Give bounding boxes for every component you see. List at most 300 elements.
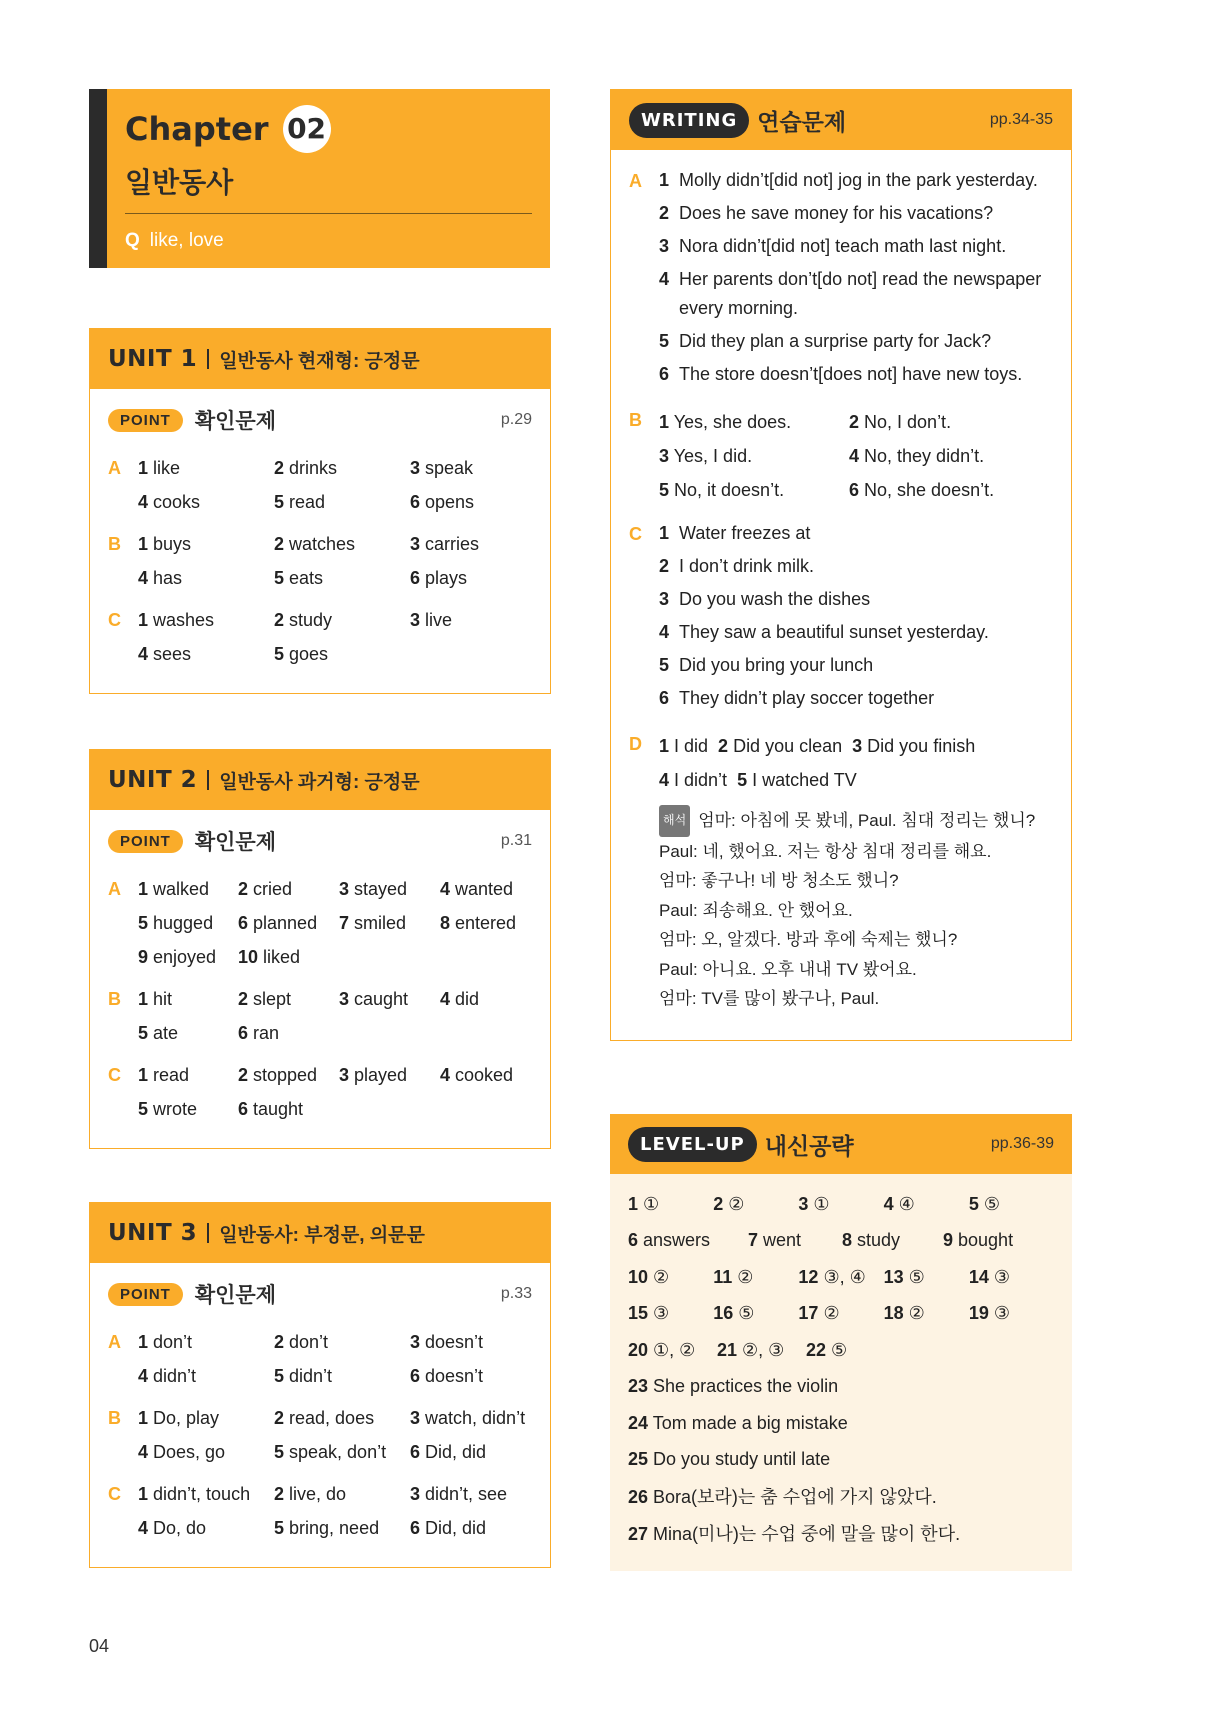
group-letter: B xyxy=(108,1408,121,1428)
writing-item xyxy=(659,684,1053,713)
item-number: 1 xyxy=(659,170,670,190)
chapter-label: Chapter xyxy=(125,110,269,148)
levelup-item: 17 ② xyxy=(798,1303,840,1324)
item-number: 6 xyxy=(628,1230,639,1251)
writing-item xyxy=(659,199,1053,228)
answer-item: 3 carries xyxy=(410,534,480,554)
item-text: Do you wash the dishes xyxy=(679,589,871,609)
item-number: 7 xyxy=(339,913,350,933)
point-title: 확인문제 xyxy=(194,1284,276,1307)
answer-item: 2 drinks xyxy=(274,458,338,478)
levelup-pages: pp.36-39 xyxy=(990,1135,1054,1152)
levelup-row xyxy=(628,1296,1054,1333)
levelup-item: 6 answers xyxy=(628,1230,711,1251)
unit-separator xyxy=(207,1223,209,1243)
item-number: 23 xyxy=(628,1376,649,1397)
item-number: 8 xyxy=(842,1230,853,1251)
item-text: Her parents don’t[do not] read the newspaper every morning. xyxy=(679,269,1042,318)
answer-item: 1 Do, play xyxy=(138,1408,220,1428)
answer-group xyxy=(108,1477,532,1545)
writing-item xyxy=(659,360,1053,389)
levelup-item: 21 ②, ③ xyxy=(717,1339,785,1360)
writing-item xyxy=(659,265,1053,323)
answer-item: 1 don’t xyxy=(138,1332,193,1352)
answer-item: 5 read xyxy=(274,492,326,512)
answer-group xyxy=(108,603,532,671)
answer-item: 10 liked xyxy=(238,947,301,967)
levelup-section xyxy=(610,1114,1072,1571)
point-row xyxy=(108,810,532,872)
unit-separator xyxy=(207,770,209,790)
writing-item: 3 Did you finish xyxy=(852,736,976,756)
item-number: 3 xyxy=(852,736,863,756)
writing-grid xyxy=(659,405,1053,507)
answer-item: 4 sees xyxy=(138,644,192,664)
writing-row xyxy=(659,763,1053,797)
unit-body xyxy=(90,389,550,693)
levelup-item: 1 ① xyxy=(628,1193,660,1214)
item-number: 4 xyxy=(883,1193,894,1214)
levelup-item: 16 ⑤ xyxy=(713,1303,755,1324)
point-row xyxy=(108,1263,532,1325)
answer-grid xyxy=(138,1325,532,1393)
answer-item: 3 watch, didn’t xyxy=(410,1408,526,1428)
item-number: 22 xyxy=(806,1339,827,1360)
item-number: 6 xyxy=(238,1099,249,1119)
item-number: 6 xyxy=(410,1518,421,1538)
answer-item: 3 played xyxy=(339,1065,408,1085)
answer-item: 4 has xyxy=(138,568,183,588)
answer-item: 5 bring, need xyxy=(274,1518,380,1538)
item-number: 3 xyxy=(798,1193,809,1214)
item-number: 2 xyxy=(274,1484,285,1504)
item-number: 4 xyxy=(138,1442,149,1462)
item-number: 15 xyxy=(628,1303,649,1324)
levelup-item: 11 ② xyxy=(713,1266,754,1287)
item-number: 5 xyxy=(737,770,748,790)
levelup-item: 8 study xyxy=(842,1230,901,1251)
item-number: 4 xyxy=(849,446,860,466)
point-pill: POINT xyxy=(108,409,183,432)
item-text: Molly didn’t[did not] jog in the park yesterday. xyxy=(679,170,1038,190)
answer-grid xyxy=(138,872,532,974)
item-number: 3 xyxy=(410,1408,421,1428)
item-number: 10 xyxy=(238,947,259,967)
chapter-question xyxy=(125,230,224,252)
point-page: p.31 xyxy=(500,832,532,849)
item-number: 25 xyxy=(628,1449,649,1470)
chapter-subtitle: 일반동사 xyxy=(125,167,234,198)
group-letter: D xyxy=(629,734,642,754)
item-number: 3 xyxy=(410,534,421,554)
unit-separator xyxy=(207,349,209,369)
levelup-item: 7 went xyxy=(748,1230,802,1251)
levelup-item: 9 bought xyxy=(943,1230,1014,1251)
item-number: 2 xyxy=(659,556,670,576)
unit-tag: UNIT 3 xyxy=(108,1220,198,1246)
levelup-item: 15 ③ xyxy=(628,1303,670,1324)
unit-1-card xyxy=(89,328,551,694)
item-number: 3 xyxy=(659,446,670,466)
question-text: like, love xyxy=(149,230,224,251)
answer-item: 2 live, do xyxy=(274,1484,347,1504)
item-text: The store doesn’t[does not] have new toys. xyxy=(679,364,1023,384)
answer-item: 4 cooked xyxy=(440,1065,514,1085)
translation-line: Paul: 죄송해요. 안 했어요. xyxy=(659,900,853,920)
translation-line: 엄마: 좋구나! 네 방 청소도 했니? xyxy=(659,871,899,890)
answer-item: 2 don’t xyxy=(274,1332,329,1352)
answer-grid xyxy=(138,1401,532,1469)
writing-item: 3 Yes, I did. xyxy=(659,446,753,466)
item-text: Did they plan a surprise party for Jack? xyxy=(679,331,992,351)
item-number: 3 xyxy=(659,589,670,609)
answer-item: 4 wanted xyxy=(440,879,514,899)
answer-item: 6 doesn’t xyxy=(410,1366,484,1386)
answer-item: 5 didn’t xyxy=(274,1366,333,1386)
translation-line: Paul: 네, 했어요. 저는 항상 침대 정리를 해요. xyxy=(659,841,992,861)
writing-item xyxy=(659,166,1053,195)
item-number: 8 xyxy=(440,913,451,933)
writing-item: 4 I didn’t xyxy=(659,770,728,790)
item-number: 7 xyxy=(748,1230,759,1251)
item-text: Does he save money for his vacations? xyxy=(679,203,994,223)
answer-item: 5 eats xyxy=(274,568,324,588)
answer-item: 5 wrote xyxy=(138,1099,198,1119)
item-number: 11 xyxy=(713,1266,733,1287)
item-number: 2 xyxy=(274,610,285,630)
group-letter: C xyxy=(629,524,642,544)
answer-item: 8 entered xyxy=(440,913,517,933)
answer-item: 5 speak, don’t xyxy=(274,1442,387,1462)
item-text: Nora didn’t[did not] teach math last night. xyxy=(679,236,1007,256)
writing-item xyxy=(659,519,1053,548)
writing-item: 5 No, it doesn’t. xyxy=(659,480,785,500)
point-page: p.29 xyxy=(500,411,532,428)
levelup-item: 13 ⑤ xyxy=(883,1266,925,1287)
group-letter: A xyxy=(629,171,642,191)
answer-item: 3 live xyxy=(410,610,453,630)
item-number: 4 xyxy=(138,1366,149,1386)
item-number: 1 xyxy=(138,458,149,478)
item-number: 12 xyxy=(798,1266,819,1287)
item-number: 5 xyxy=(274,644,285,664)
answer-item: 6 taught xyxy=(238,1099,304,1119)
writing-item xyxy=(659,651,1053,680)
item-text: Did you bring your lunch xyxy=(679,655,874,675)
item-number: 3 xyxy=(410,610,421,630)
item-number: 1 xyxy=(138,1408,149,1428)
item-number: 5 xyxy=(274,1366,285,1386)
group-letter: B xyxy=(629,410,642,430)
item-number: 10 xyxy=(628,1266,649,1287)
answer-item: 1 read xyxy=(138,1065,190,1085)
translation-line: Paul: 아니요. 오후 내내 TV 봤어요. xyxy=(659,959,917,979)
levelup-row xyxy=(628,1223,1054,1260)
answer-item: 1 didn’t, touch xyxy=(138,1484,251,1504)
item-number: 6 xyxy=(410,1366,421,1386)
unit-header xyxy=(90,750,550,810)
writing-item: 2 Did you clean xyxy=(718,736,843,756)
translation-line: 해석 엄마: 아침에 못 봤네, Paul. 침대 정리는 했니? xyxy=(659,805,1053,837)
item-number: 19 xyxy=(968,1303,989,1324)
unit-3-card xyxy=(89,1202,551,1568)
writing-header xyxy=(611,90,1071,150)
group-letter: C xyxy=(108,610,121,630)
writing-item xyxy=(659,618,1053,647)
item-number: 4 xyxy=(659,622,670,642)
item-number: 6 xyxy=(410,1442,421,1462)
item-number: 1 xyxy=(138,989,149,1009)
item-number: 3 xyxy=(410,1332,421,1352)
levelup-item: 27 Mina(미나)는 수업 중에 말을 많이 한다. xyxy=(628,1523,961,1544)
levelup-item: 10 ② xyxy=(628,1266,670,1287)
levelup-item: 22 ⑤ xyxy=(806,1339,848,1360)
answer-item: 2 watches xyxy=(274,534,356,554)
item-number: 6 xyxy=(849,480,860,500)
levelup-item: 5 ⑤ xyxy=(968,1193,1000,1214)
item-number: 5 xyxy=(659,480,670,500)
answer-item: 2 study xyxy=(274,610,333,630)
point-title: 확인문제 xyxy=(194,831,276,854)
answer-item: 4 Does, go xyxy=(138,1442,226,1462)
item-number: 5 xyxy=(274,568,285,588)
unit-2-card xyxy=(89,749,551,1149)
levelup-row xyxy=(628,1442,1054,1479)
levelup-body xyxy=(610,1174,1072,1571)
item-number: 1 xyxy=(138,610,149,630)
answer-item: 9 enjoyed xyxy=(138,947,217,967)
question-label: Q xyxy=(125,230,140,251)
item-number: 3 xyxy=(410,1484,421,1504)
writing-group xyxy=(629,519,1053,717)
answer-item: 5 goes xyxy=(274,644,329,664)
item-number: 13 xyxy=(883,1266,904,1287)
unit-tag: UNIT 1 xyxy=(108,346,198,372)
group-letter: A xyxy=(108,1332,121,1352)
answer-grid xyxy=(138,1477,532,1545)
item-number: 17 xyxy=(798,1303,819,1324)
group-letter: C xyxy=(108,1484,121,1504)
writing-list xyxy=(659,519,1053,717)
item-number: 2 xyxy=(849,412,860,432)
answer-item: 1 buys xyxy=(138,534,192,554)
writing-title: 연습문제 xyxy=(757,108,847,135)
answer-grid xyxy=(138,982,532,1050)
answer-item: 2 read, does xyxy=(274,1408,375,1428)
levelup-item: 18 ② xyxy=(883,1303,925,1324)
levelup-item: 2 ② xyxy=(713,1193,745,1214)
answer-item: 1 washes xyxy=(138,610,215,630)
item-number: 3 xyxy=(659,236,670,256)
item-number: 4 xyxy=(138,492,149,512)
answer-group xyxy=(108,1325,532,1393)
item-text: Water freezes at xyxy=(679,523,811,543)
item-number: 1 xyxy=(628,1193,639,1214)
writing-item: 4 No, they didn’t. xyxy=(849,446,985,466)
levelup-item: 14 ③ xyxy=(968,1266,1010,1287)
writing-body xyxy=(611,150,1071,1040)
answer-item: 1 walked xyxy=(138,879,210,899)
answer-item: 6 ran xyxy=(238,1023,280,1043)
point-page: p.33 xyxy=(500,1285,532,1302)
item-number: 3 xyxy=(339,879,350,899)
answer-item: 1 like xyxy=(138,458,181,478)
answer-item: 4 didn’t xyxy=(138,1366,197,1386)
item-number: 4 xyxy=(659,770,670,790)
page-number: 04 xyxy=(89,1636,110,1656)
writing-list xyxy=(659,729,1053,1014)
answer-item: 6 planned xyxy=(238,913,318,933)
item-number: 1 xyxy=(659,523,670,543)
item-number: 24 xyxy=(628,1412,649,1433)
answer-item: 7 smiled xyxy=(339,913,407,933)
levelup-item: 25 Do you study until late xyxy=(628,1449,831,1470)
item-number: 4 xyxy=(138,1518,149,1538)
item-number: 5 xyxy=(659,655,670,675)
levelup-item: 26 Bora(보라)는 춤 수업에 가지 않았다. xyxy=(628,1487,937,1508)
writing-group xyxy=(629,166,1053,393)
item-number: 2 xyxy=(713,1193,724,1214)
answer-group xyxy=(108,872,532,974)
writing-item xyxy=(659,232,1053,261)
answer-item: 6 Did, did xyxy=(410,1518,487,1538)
levelup-row xyxy=(628,1369,1054,1406)
answer-item: 3 caught xyxy=(339,989,409,1009)
item-number: 4 xyxy=(138,644,149,664)
item-number: 4 xyxy=(659,269,670,289)
group-letter: A xyxy=(108,879,121,899)
item-number: 2 xyxy=(274,1408,285,1428)
answer-item: 6 plays xyxy=(410,568,468,588)
item-number: 3 xyxy=(410,458,421,478)
item-number: 5 xyxy=(138,1099,149,1119)
answer-grid xyxy=(138,451,532,519)
chapter-header xyxy=(89,89,550,268)
answer-item: 4 cooks xyxy=(138,492,201,512)
item-number: 2 xyxy=(274,458,285,478)
group-letter: B xyxy=(108,989,121,1009)
levelup-item: 12 ③, ④ xyxy=(798,1266,866,1287)
writing-list xyxy=(659,166,1053,393)
translation-line: 엄마: 오, 알겠다. 방과 후에 숙제는 했니? xyxy=(659,930,958,949)
unit-header xyxy=(90,1203,550,1263)
item-number: 5 xyxy=(274,492,285,512)
levelup-row xyxy=(628,1259,1054,1296)
answer-item: 3 speak xyxy=(410,458,474,478)
answer-item: 3 stayed xyxy=(339,879,408,899)
answer-item: 5 ate xyxy=(138,1023,179,1043)
item-number: 1 xyxy=(138,1484,149,1504)
writing-group xyxy=(629,405,1053,507)
item-number: 16 xyxy=(713,1303,734,1324)
item-number: 1 xyxy=(659,412,670,432)
item-number: 5 xyxy=(659,331,670,351)
point-row xyxy=(108,389,532,451)
levelup-item: 23 She practices the violin xyxy=(628,1376,839,1397)
item-number: 18 xyxy=(883,1303,904,1324)
unit-title: 일반동사: 부정문, 의문문 xyxy=(219,1224,425,1246)
unit-title: 일반동사 과거형: 긍정문 xyxy=(219,771,420,793)
answer-grid xyxy=(138,603,532,671)
item-number: 4 xyxy=(440,879,451,899)
item-number: 14 xyxy=(968,1266,989,1287)
item-number: 26 xyxy=(628,1487,649,1508)
chapter-number: 02 xyxy=(283,105,331,153)
answer-group xyxy=(108,527,532,595)
levelup-pill: LEVEL-UP xyxy=(628,1127,757,1162)
levelup-header xyxy=(610,1114,1072,1174)
item-number: 2 xyxy=(274,1332,285,1352)
answer-item: 3 doesn’t xyxy=(410,1332,484,1352)
writing-item: 1 Yes, she does. xyxy=(659,412,792,432)
answer-item: 1 hit xyxy=(138,989,173,1009)
item-number: 6 xyxy=(238,913,249,933)
item-number: 5 xyxy=(138,1023,149,1043)
item-number: 2 xyxy=(718,736,729,756)
levelup-title: 내신공략 xyxy=(764,1132,854,1159)
levelup-item: 19 ③ xyxy=(968,1303,1010,1324)
item-number: 20 xyxy=(628,1339,649,1360)
item-number: 6 xyxy=(410,568,421,588)
levelup-item: 3 ① xyxy=(798,1193,830,1214)
item-number: 2 xyxy=(238,879,249,899)
translation-badge: 해석 xyxy=(659,805,690,837)
chapter-title xyxy=(125,105,331,153)
item-number: 6 xyxy=(659,364,670,384)
answer-item: 2 cried xyxy=(238,879,293,899)
translation-line: 엄마: TV를 많이 봤구나, Paul. xyxy=(659,989,880,1008)
item-number: 6 xyxy=(410,492,421,512)
unit-tag: UNIT 2 xyxy=(108,767,198,793)
item-number: 5 xyxy=(274,1442,285,1462)
answer-item: 3 didn’t, see xyxy=(410,1484,508,1504)
item-number: 5 xyxy=(138,913,149,933)
writing-pill: WRITING xyxy=(629,103,749,138)
item-number: 9 xyxy=(138,947,149,967)
item-number: 4 xyxy=(440,989,451,1009)
item-text: I don’t drink milk. xyxy=(679,556,815,576)
item-number: 1 xyxy=(138,1065,149,1085)
item-number: 5 xyxy=(274,1518,285,1538)
unit-header xyxy=(90,329,550,389)
levelup-row xyxy=(628,1478,1054,1515)
answer-item: 6 Did, did xyxy=(410,1442,487,1462)
answer-grid xyxy=(138,527,532,595)
item-number: 27 xyxy=(628,1523,649,1544)
answer-group xyxy=(108,1058,532,1126)
levelup-item: 24 Tom made a big mistake xyxy=(628,1412,848,1433)
item-number: 4 xyxy=(138,568,149,588)
group-letter: B xyxy=(108,534,121,554)
point-title: 확인문제 xyxy=(194,410,276,433)
item-number: 21 xyxy=(717,1339,738,1360)
answer-group xyxy=(108,982,532,1050)
item-number: 2 xyxy=(238,1065,249,1085)
item-number: 4 xyxy=(440,1065,451,1085)
answer-item: 6 opens xyxy=(410,492,475,512)
item-number: 2 xyxy=(659,203,670,223)
item-number: 1 xyxy=(138,534,149,554)
answer-item: 5 hugged xyxy=(138,913,214,933)
item-number: 1 xyxy=(138,1332,149,1352)
group-letter: C xyxy=(108,1065,121,1085)
answer-group xyxy=(108,451,532,519)
item-number: 2 xyxy=(274,534,285,554)
writing-item: 1 I did xyxy=(659,736,709,756)
writing-item xyxy=(659,552,1053,581)
writing-item: 5 I watched TV xyxy=(737,770,857,790)
item-number: 6 xyxy=(659,688,670,708)
